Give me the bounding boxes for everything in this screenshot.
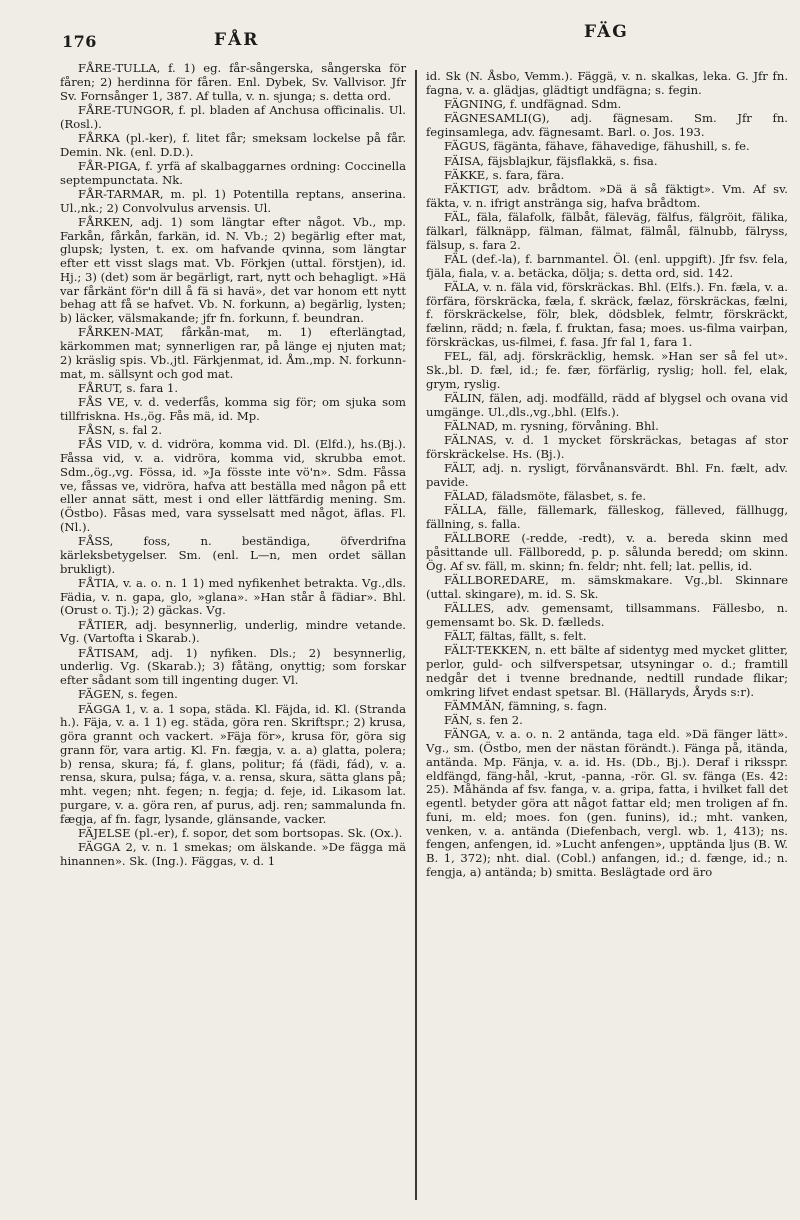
entry: FÄLT, fältas, fällt, s. felt. [444,629,587,643]
entry: FÅRKA (pl.-ker), f. litet får; smeksam lockelse på får. Demin. Nk. (enl. D.D.). [60,130,406,159]
entry: FÄKKE, s. fara, fära. [444,167,565,182]
entry: FÄLNAS, v. d. 1 mycket förskräckas, betagas af stor förskräckelse. Hs. (Bj.). [426,433,788,461]
entry: FÄLLBOREDARE, m. sämskmakare. Vg.,bl. Skinnare (uttal. skingare), m. id. S. Sk. [426,573,788,601]
entry: FÄGEN, s. fegen. [78,687,178,702]
entry: FEL, fäl, adj. förskräcklig, hemsk. »Han ser så fel ut». Sk.,bl. D. fæl, id.; fe. fær, förfärlig, ryslig; holl. fel, elak, grym, ryslig. [426,349,788,391]
entry: FÄLT-TEKKEN, n. ett bälte af sidentyg med mycket glitter, perlor, guld- och silfverspetsar, utsyningar o. d.; framtill nedgår det i tvenne brednande, nedtill rundade flikar; omkring lifvet endast spetsar. Bl. (Hällaryds, Åryds s:r). [426,643,788,699]
entry: FÅTISAM, adj. 1) nyfiken. Dls.; 2) besynnerlig, underlig. Vg. (Skarab.); 3) fåtäng, onyttig; som forskar efter sådant som till ingenting duger. Vl. [60,645,406,687]
entry: FÅTIA, v. a. o. n. 1 1) med nyfikenhet betrakta. Vg.,dls. Fädia, v. n. gapa, glo, »glana». »Han står å fädiar». Bhl. (Orust o. Tj.); 2) gäckas. Vg. [60,575,406,618]
entry: FÄGGA 2, v. n. 1 smekas; om älskande. »De fägga mä hinannen». Sk. (Ing.). Fäggas, v. d. 1 [60,840,406,868]
entry: FÅRKEN-MAT, fårkån-mat, m. 1) efterlängtad, kärkommen mat; synnerligen rar, på länge ej njuten mat; 2) kräslig spis. Vb.,jtl. Färkjenmat, id. Åm.,mp. N. forkunn-mat, m. sällsynt och god mat. [60,325,406,381]
entry: FÄGUS, fägänta, fähave, fähavedige, fähushill, s. fe. [444,139,750,154]
entry: FÄLAD, fäladsmöte, fälasbet, s. fe. [444,489,647,503]
entry: FÄLLA, fälle, fällemark, fälleskog, fälleved, fällhugg, fällning, s. falla. [426,503,788,531]
right-column [426,70,788,880]
entry: FÄGNING, f. undfägnad. Sdm. [444,97,622,111]
entry: FÄN, s. fen 2. [444,713,523,727]
entry: FÅRKEN, adj. 1) som längtar efter något. Vb., mp. Farkån, fårkån, farkän, id. N. Vb.; 2) begärlig efter mat, glupsk; lysten, t. ex. om hafvande qvinna, som längtar efter ett visst slags mat. Vb. Förkjen (uttal. förstjen), id. Hj.; 3) (det) som är begärligt, rart, nytt och behagligt. »Hä var fårkänt för'n dill å fä si havä», det var honom ett nytt behag att få se hafvet. Vb. N. forkunn, a) begärlig, lysten; b) läcker, välsmakande; jfr fn. forkunn, f. beundran. [60,214,406,325]
entry: FÅSN, s. fal 2. [78,423,163,437]
entry: FÄLLES, adv. gemensamt, tillsammans. Fällesbo, n. gemensamt bo. Sk. D. fælleds. [426,601,788,629]
entry: FÄISA, fäjsblajkur, fäjsflakkä, s. fisa. [444,153,658,168]
entry: FÅSS, foss, n. beständiga, öfverdrifna kärleksbetygelser. Sm. (enl. L—n, men ordet sällan brukligt). [60,534,406,576]
entry: FÄL (def.-la), f. barnmantel. Öl. (enl. uppgift). Jfr fsv. fela, fjäla, fiala, v. a. betäcka, dölja; s. detta ord, sid. 142. [426,251,788,280]
left-column [60,62,406,869]
entry: FÅS VE, v. d. vederfås, komma sig för; om sjuka som tillfriskna. Hs.,ög. Fås mä, id. Mp. [60,395,406,423]
page-header [0,22,800,62]
entry: FÅRE-TULLA, f. 1) eg. får-sångerska, sångerska för fåren; 2) herdinna för fåren. Enl. Dybek, Sv. Vallvisor. Jfr Sv. Fornsånger 1, 387. Af tulla, v. n. sjunga; s. detta ord. [60,61,406,103]
entry: FÄL, fäla, fälafolk, fälbåt, fäleväg, fälfus, fälgröit, fälika, fälkarl, fälknäpp, fälman, fälmat, fälmål, fälnubb, fälryss, fälsup, s. fara 2. [426,210,788,252]
entry: FÄGNESAMLI(G), adj. fägnesam. Sm. Jfr fn. feginsamlega, adv. fägnesamt. Barl. o. Jos. 193. [426,111,788,139]
entry: FÅRUT, s. fara 1. [78,380,179,395]
entry: FÄLLBORE (-redde, -redt), v. a. bereda skinn med påsittande ull. Fällboredd, p. p. sålunda beredd; om skinn. Ög. Af sv. fäll, m. skinn; fn. feldr; nht. fell; lat. pellis, id. [426,531,788,573]
entry: FÄNGA, v. a. o. n. 2 antända, taga eld. »Dä fänger lätt». Vg., sm. (Östbo, men der nästan förändt.). Fänga på, itända, antända. Mp. Fänja, v. a. id. Hs. (Db., Bj.). Deraf i riksspr. eldfängd, fäng-hål, -krut, -panna, -rör. Gl. sv. fänga (Es. 42: 25). Måhända af fsv. fanga, v. a. gripa, fatta, i hvilket fall det egentl. betyder göra att något fattar eld; men troligen af fn. funi, m. eld; moes. fon (gen. funins), id.; mht. vanken, venken, v. a. antända (Diefenbach, vergl. wb. 1, 413); ns. fengen, anfengen, id. »Lucht anfengen», upptända ljus (B. W. B. 1, 372); nht. dial. (Cobl.) anfangen, id.; d. fænge, id.; n. fengja, a) antända; b) smitta. Beslägtade ord äro [426,727,788,879]
column-divider [415,70,417,1200]
entry: id. Sk (N. Åsbo, Vemm.). Fäggä, v. n. skalkas, leka. G. Jfr fn. fagna, v. a. glädjas, glädtigt undfägna; s. fegin. [426,69,788,97]
entry: FÄLA, v. n. fäla vid, förskräckas. Bhl. (Elfs.). Fn. fæla, v. a. förfära, förskräcka, fæla, f. skräck, fælaz, förskräckas, fælni, f. förskräckelse, fölr, blek, dödsblek, felmtr, förskräckt, fælinn, rädd; n. fæla, f. fruktan, fasa; moes. us-filma vairþan, förskräckas, us-filmei, f. fasa. Jfr fal 1, fara 1. [426,279,788,349]
entry: FÄLT, adj. n. rysligt, förvånansvärdt. Bhl. Fn. fælt, adv. pavide. [426,461,788,489]
right-running-head: FÄG [584,22,629,42]
entry: FÄKTIGT, adv. brådtom. »Dä ä så fäktigt». Vm. Af sv. fäkta, v. n. ifrigt anstränga sig, hafva brådtom. [426,182,788,210]
page-number: 176 [62,32,97,51]
entry: FÄLNAD, m. rysning, förvåning. Bhl. [444,418,659,433]
left-running-head: FÅR [214,30,260,50]
entry: FÄLIN, fälen, adj. modfälld, rädd af blygsel och ovana vid umgänge. Ul.,dls.,vg.,bhl. (Elfs.). [426,390,788,419]
entry: FÄMMÄN, fämning, s. fagn. [444,698,608,713]
entry: FÅTIER, adj. besynnerlig, underlig, mindre vetande. Vg. (Vartofta i Skarab.). [60,617,406,646]
entry: FÅRE-TUNGOR, f. pl. bladen af Anchusa officinalis. Ul. (Rosl.). [60,102,406,131]
entry: FÅR-TARMAR, m. pl. 1) Potentilla reptans, anserina. Ul.,nk.; 2) Convolvulus arvensis. Ul. [60,186,406,215]
entry: FÅR-PIGA, f. yrfä af skalbaggarnes ordning: Coccinella septempunctata. Nk. [60,158,406,187]
entry: FÅS VID, v. d. vidröra, komma vid. Dl. (Elfd.), hs.(Bj.). Fåssa vid, v. a. vidröra, komma vid, skrubba emot. Sdm.,ög.,vg. Fössa, id. »Ja fösste inte vö'n». Sdm. Fåssa ve, fåssas ve, vidröra, hafva att beställa med någon på ett eller annat sätt, mest i ond eller lättfärdig mening. Sm. (Östbo). Fåsas med, vara sysselsatt med något, äflas. Fl. (Nl.). [60,437,406,534]
entry: FÄGGA 1, v. a. 1 sopa, städa. Kl. Fäjda, id. Kl. (Stranda h.). Fäja, v. a. 1 1) eg. städa, göra ren. Skriftspr.; 2) krusa, göra grannt och vackert. »Fäja för», krusa för, göra sig grann för, vara artig. Kl. Fn. fægja, v. a. a) glatta, polera; b) rensa, skura; fá, f. glans, politur; fá (fädi, fád), v. a. rensa, skura, pulsa; fága, v. a. rensa, skura, sätta glans på; mht. vegen; nht. fegen; n. fegja; d. feje, id. Likasom lat. purgare, v. a. göra ren, af purus, adj. ren; sammalunda fn. fægja, af fn. fagr, lysande, glänsande, vacker. [60,701,406,826]
entry: FÄJELSE (pl.-er), f. sopor, det som bortsopas. Sk. (Ox.). [78,825,403,840]
